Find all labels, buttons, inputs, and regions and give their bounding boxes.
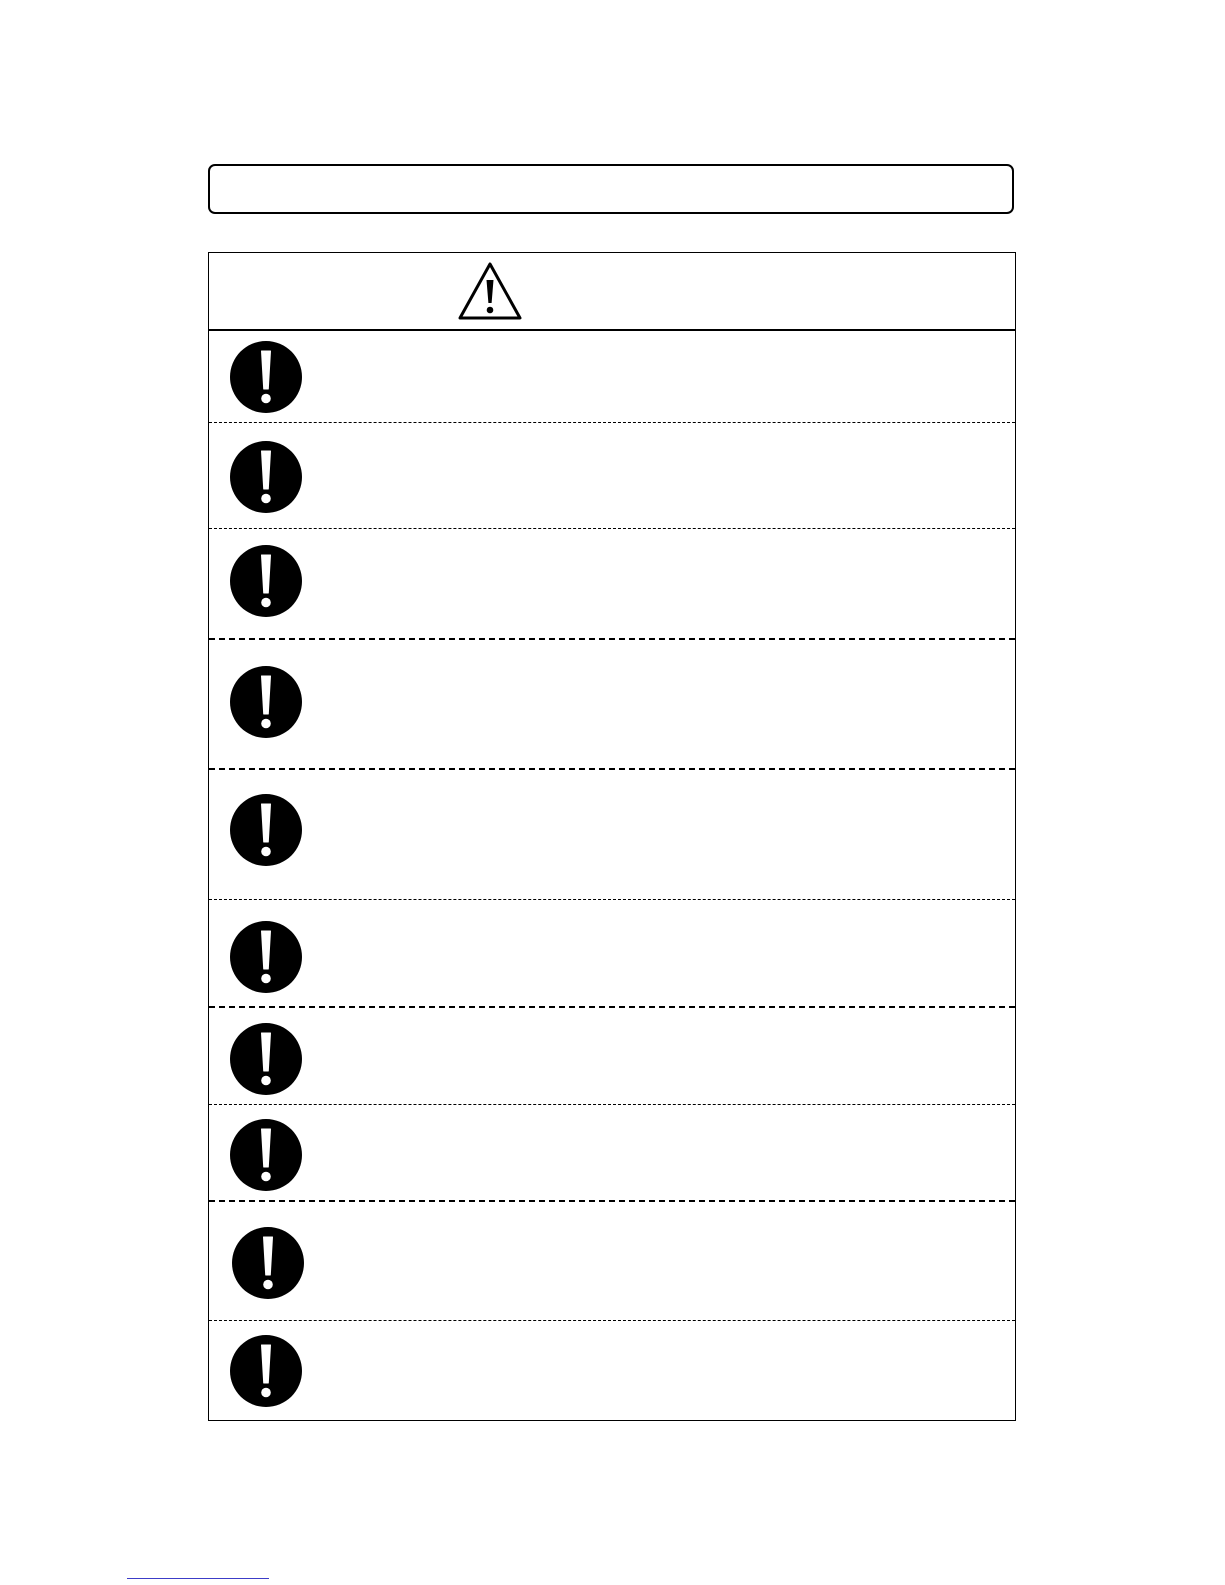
footer-link-underline [127,1578,269,1579]
caution-item-5 [209,770,1015,900]
caution-item-2 [209,423,1015,529]
warning-triangle-icon [457,261,523,321]
mandatory-action-icon [229,544,303,618]
caution-item-8 [209,1105,1015,1202]
mandatory-action-icon [229,440,303,514]
caution-item-10 [209,1321,1015,1420]
mandatory-action-icon [229,1118,303,1192]
mandatory-action-icon [231,1226,305,1300]
caution-item-9 [209,1202,1015,1321]
caution-item-6 [209,900,1015,1008]
mandatory-action-icon [229,1022,303,1096]
mandatory-action-icon [229,920,303,994]
caution-header [209,253,1015,331]
mandatory-action-icon [229,340,303,414]
section-title-box [208,164,1014,214]
mandatory-action-icon [229,665,303,739]
caution-table [208,252,1016,1421]
caution-item-7 [209,1008,1015,1105]
mandatory-action-icon [229,793,303,867]
caution-item-3 [209,529,1015,640]
mandatory-action-icon [229,1334,303,1408]
caution-item-1 [209,331,1015,423]
caution-item-4 [209,640,1015,770]
